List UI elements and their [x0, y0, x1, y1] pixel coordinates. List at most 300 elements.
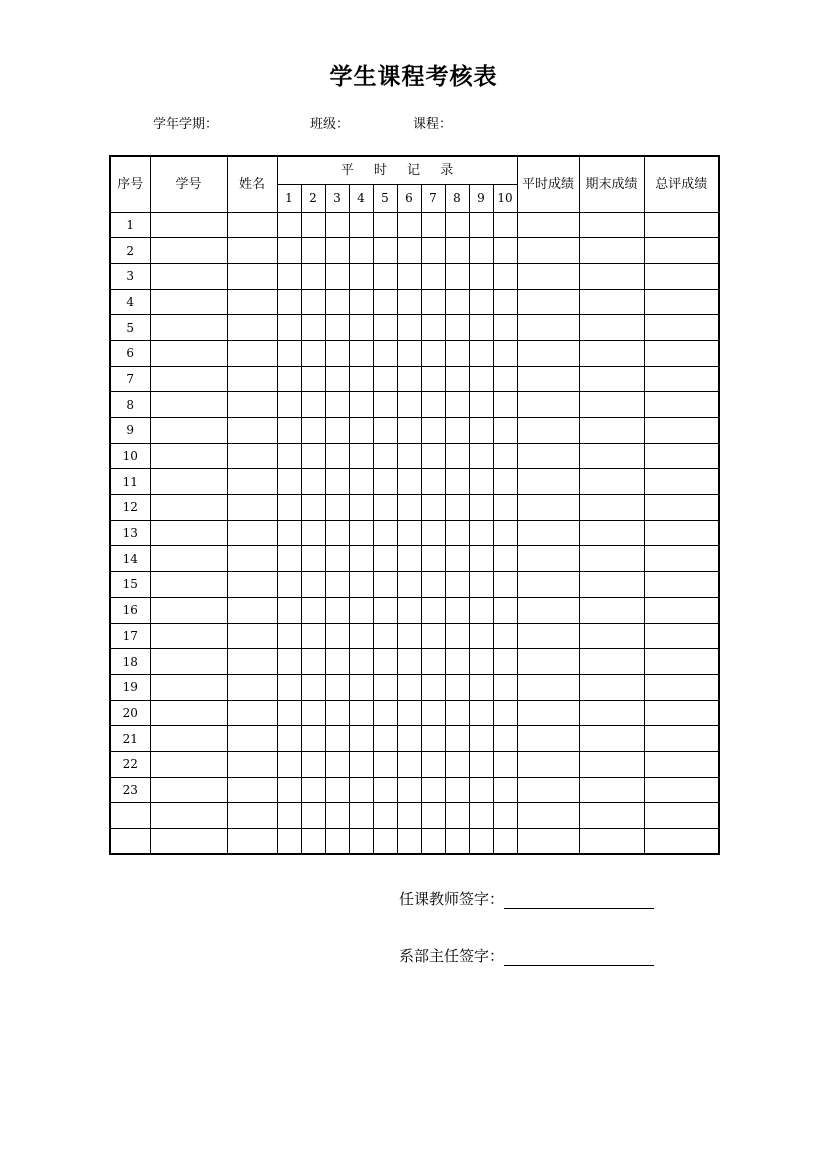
table-cell[interactable] — [579, 443, 644, 469]
table-cell[interactable] — [421, 392, 445, 418]
table-cell[interactable] — [373, 212, 397, 238]
table-cell[interactable] — [445, 674, 469, 700]
table-cell[interactable] — [579, 315, 644, 341]
table-cell[interactable] — [397, 726, 421, 752]
table-cell[interactable] — [517, 751, 579, 777]
table-cell[interactable] — [349, 340, 373, 366]
table-cell[interactable] — [325, 469, 349, 495]
table-cell[interactable] — [301, 829, 325, 855]
table-cell[interactable] — [421, 829, 445, 855]
table-cell[interactable] — [445, 238, 469, 264]
table-cell[interactable] — [421, 597, 445, 623]
table-cell[interactable] — [517, 777, 579, 803]
table-cell[interactable] — [493, 777, 517, 803]
table-cell[interactable] — [373, 443, 397, 469]
table-cell[interactable] — [445, 443, 469, 469]
table-cell[interactable] — [349, 366, 373, 392]
table-cell[interactable] — [150, 829, 227, 855]
table-cell[interactable] — [421, 700, 445, 726]
table-cell[interactable] — [349, 212, 373, 238]
table-cell[interactable] — [325, 674, 349, 700]
table-cell[interactable] — [579, 649, 644, 675]
table-cell[interactable] — [277, 674, 301, 700]
teacher-signature-line[interactable] — [504, 888, 654, 909]
table-cell[interactable] — [227, 674, 277, 700]
table-cell[interactable] — [517, 726, 579, 752]
table-cell[interactable] — [325, 546, 349, 572]
table-cell[interactable] — [397, 443, 421, 469]
table-cell[interactable] — [421, 418, 445, 444]
table-cell[interactable] — [325, 623, 349, 649]
table-cell[interactable] — [445, 546, 469, 572]
table-cell[interactable] — [421, 777, 445, 803]
table-cell[interactable] — [150, 623, 227, 649]
table-cell[interactable] — [517, 315, 579, 341]
table-cell[interactable] — [325, 315, 349, 341]
table-cell[interactable] — [421, 520, 445, 546]
table-cell[interactable] — [277, 366, 301, 392]
table-cell[interactable] — [445, 520, 469, 546]
table-cell[interactable] — [644, 469, 719, 495]
table-cell[interactable] — [644, 392, 719, 418]
table-cell[interactable] — [469, 495, 493, 521]
table-cell[interactable] — [469, 803, 493, 829]
table-cell[interactable] — [421, 546, 445, 572]
table-cell[interactable] — [493, 829, 517, 855]
table-cell[interactable] — [301, 212, 325, 238]
table-cell[interactable] — [373, 572, 397, 598]
table-cell[interactable] — [445, 469, 469, 495]
table-cell[interactable] — [325, 829, 349, 855]
table-cell[interactable] — [517, 366, 579, 392]
table-cell[interactable] — [579, 751, 644, 777]
table-cell[interactable] — [517, 674, 579, 700]
table-cell[interactable] — [469, 469, 493, 495]
table-cell[interactable] — [349, 572, 373, 598]
table-cell[interactable] — [150, 546, 227, 572]
table-cell[interactable] — [349, 649, 373, 675]
table-cell[interactable] — [493, 289, 517, 315]
table-cell[interactable] — [277, 495, 301, 521]
table-cell[interactable] — [445, 366, 469, 392]
table-cell[interactable] — [579, 238, 644, 264]
table-cell[interactable] — [469, 392, 493, 418]
table-cell[interactable] — [517, 289, 579, 315]
table-cell[interactable] — [325, 649, 349, 675]
table-cell[interactable] — [397, 597, 421, 623]
table-cell[interactable] — [301, 289, 325, 315]
table-cell[interactable] — [150, 520, 227, 546]
table-cell[interactable] — [579, 212, 644, 238]
table-cell[interactable] — [421, 495, 445, 521]
table-cell[interactable] — [325, 418, 349, 444]
table-cell[interactable] — [493, 803, 517, 829]
table-cell[interactable] — [445, 726, 469, 752]
table-cell[interactable] — [150, 340, 227, 366]
table-cell[interactable] — [373, 649, 397, 675]
table-cell[interactable] — [644, 238, 719, 264]
table-cell[interactable] — [373, 803, 397, 829]
table-cell[interactable] — [150, 674, 227, 700]
table-cell[interactable] — [373, 623, 397, 649]
table-cell[interactable] — [493, 649, 517, 675]
table-cell[interactable] — [227, 289, 277, 315]
table-cell[interactable] — [469, 418, 493, 444]
table-cell[interactable] — [644, 212, 719, 238]
table-cell[interactable] — [227, 597, 277, 623]
table-cell[interactable] — [349, 777, 373, 803]
table-cell[interactable] — [349, 392, 373, 418]
table-cell[interactable] — [644, 546, 719, 572]
table-cell[interactable] — [301, 263, 325, 289]
table-cell[interactable] — [227, 520, 277, 546]
table-cell[interactable] — [150, 366, 227, 392]
table-cell[interactable] — [421, 674, 445, 700]
table-cell[interactable] — [150, 597, 227, 623]
table-cell[interactable] — [469, 443, 493, 469]
table-cell[interactable] — [469, 340, 493, 366]
table-cell[interactable] — [277, 238, 301, 264]
table-cell[interactable] — [325, 366, 349, 392]
table-cell[interactable] — [227, 340, 277, 366]
table-cell[interactable] — [227, 366, 277, 392]
table-cell[interactable] — [227, 238, 277, 264]
table-cell[interactable] — [227, 649, 277, 675]
table-cell[interactable] — [150, 238, 227, 264]
table-cell[interactable] — [301, 597, 325, 623]
table-cell[interactable] — [277, 546, 301, 572]
table-cell[interactable] — [579, 726, 644, 752]
table-cell[interactable] — [644, 623, 719, 649]
table-cell[interactable] — [469, 649, 493, 675]
table-cell[interactable] — [397, 263, 421, 289]
table-cell[interactable] — [397, 751, 421, 777]
table-cell[interactable] — [325, 238, 349, 264]
table-cell[interactable] — [445, 751, 469, 777]
table-cell[interactable] — [373, 238, 397, 264]
table-cell[interactable] — [579, 777, 644, 803]
table-cell[interactable] — [227, 803, 277, 829]
table-cell[interactable] — [349, 315, 373, 341]
table-cell[interactable] — [397, 289, 421, 315]
table-cell[interactable] — [277, 649, 301, 675]
table-cell[interactable] — [517, 212, 579, 238]
table-cell[interactable] — [150, 495, 227, 521]
table-cell[interactable] — [579, 546, 644, 572]
table-cell[interactable] — [517, 597, 579, 623]
table-cell[interactable] — [227, 469, 277, 495]
table-cell[interactable] — [373, 366, 397, 392]
table-cell[interactable] — [397, 572, 421, 598]
table-cell[interactable] — [301, 803, 325, 829]
table-cell[interactable] — [277, 700, 301, 726]
table-cell[interactable] — [349, 546, 373, 572]
table-cell[interactable] — [150, 443, 227, 469]
table-cell[interactable] — [469, 263, 493, 289]
table-cell[interactable] — [397, 520, 421, 546]
table-cell[interactable] — [373, 700, 397, 726]
table-cell[interactable] — [644, 674, 719, 700]
table-cell[interactable] — [150, 212, 227, 238]
table-cell[interactable] — [469, 289, 493, 315]
table-cell[interactable] — [325, 572, 349, 598]
table-cell[interactable] — [644, 495, 719, 521]
table-cell[interactable] — [277, 803, 301, 829]
table-cell[interactable] — [227, 315, 277, 341]
table-cell[interactable] — [579, 803, 644, 829]
table-cell[interactable] — [301, 649, 325, 675]
table-cell[interactable] — [644, 649, 719, 675]
table-cell[interactable] — [493, 418, 517, 444]
table-cell[interactable] — [493, 315, 517, 341]
table-cell[interactable] — [493, 572, 517, 598]
table-cell[interactable] — [493, 597, 517, 623]
table-cell[interactable] — [397, 469, 421, 495]
table-cell[interactable] — [277, 726, 301, 752]
table-cell[interactable] — [517, 572, 579, 598]
table-cell[interactable] — [397, 315, 421, 341]
table-cell[interactable] — [373, 751, 397, 777]
table-cell[interactable] — [493, 443, 517, 469]
table-cell[interactable] — [277, 751, 301, 777]
table-cell[interactable] — [644, 418, 719, 444]
table-cell[interactable] — [644, 751, 719, 777]
table-cell[interactable] — [373, 418, 397, 444]
table-cell[interactable] — [579, 289, 644, 315]
table-cell[interactable] — [349, 443, 373, 469]
table-cell[interactable] — [493, 751, 517, 777]
table-cell[interactable] — [325, 803, 349, 829]
table-cell[interactable] — [150, 572, 227, 598]
table-cell[interactable] — [644, 572, 719, 598]
table-cell[interactable] — [469, 777, 493, 803]
table-cell[interactable] — [150, 289, 227, 315]
table-cell[interactable] — [493, 495, 517, 521]
dept-head-signature-line[interactable] — [504, 945, 654, 966]
table-cell[interactable] — [349, 700, 373, 726]
table-cell[interactable] — [325, 726, 349, 752]
table-cell[interactable] — [277, 777, 301, 803]
table-cell[interactable] — [349, 520, 373, 546]
table-cell[interactable] — [349, 674, 373, 700]
table-cell[interactable] — [421, 649, 445, 675]
table-cell[interactable] — [421, 212, 445, 238]
table-cell[interactable] — [469, 623, 493, 649]
table-cell[interactable] — [349, 469, 373, 495]
table-cell[interactable] — [301, 623, 325, 649]
table-cell[interactable] — [469, 520, 493, 546]
table-cell[interactable] — [325, 597, 349, 623]
table-cell[interactable] — [644, 700, 719, 726]
table-cell[interactable] — [469, 366, 493, 392]
table-cell[interactable] — [493, 238, 517, 264]
table-cell[interactable] — [469, 597, 493, 623]
table-cell[interactable] — [373, 469, 397, 495]
table-cell[interactable] — [150, 751, 227, 777]
table-cell[interactable] — [325, 495, 349, 521]
table-cell[interactable] — [445, 340, 469, 366]
table-cell[interactable] — [277, 520, 301, 546]
table-cell[interactable] — [644, 315, 719, 341]
table-cell[interactable] — [301, 726, 325, 752]
table-cell[interactable] — [373, 829, 397, 855]
table-cell[interactable] — [301, 572, 325, 598]
table-cell[interactable] — [349, 238, 373, 264]
table-cell[interactable] — [349, 803, 373, 829]
table-cell[interactable] — [469, 751, 493, 777]
table-cell[interactable] — [644, 520, 719, 546]
table-cell[interactable] — [469, 546, 493, 572]
table-cell[interactable] — [517, 340, 579, 366]
table-cell[interactable] — [373, 674, 397, 700]
table-cell[interactable] — [644, 443, 719, 469]
table-cell[interactable] — [227, 212, 277, 238]
table-cell[interactable] — [493, 212, 517, 238]
table-cell[interactable] — [150, 777, 227, 803]
table-cell[interactable] — [301, 392, 325, 418]
table-cell[interactable] — [421, 366, 445, 392]
table-cell[interactable] — [493, 366, 517, 392]
table-cell[interactable] — [301, 751, 325, 777]
table-cell[interactable] — [373, 726, 397, 752]
table-cell[interactable] — [469, 700, 493, 726]
table-cell[interactable] — [397, 495, 421, 521]
table-cell[interactable] — [349, 751, 373, 777]
table-cell[interactable] — [579, 623, 644, 649]
table-cell[interactable] — [644, 777, 719, 803]
table-cell[interactable] — [373, 315, 397, 341]
table-cell[interactable] — [277, 212, 301, 238]
table-cell[interactable] — [445, 572, 469, 598]
table-cell[interactable] — [445, 623, 469, 649]
table-cell[interactable] — [227, 443, 277, 469]
table-cell[interactable] — [325, 443, 349, 469]
table-cell[interactable] — [397, 366, 421, 392]
table-cell[interactable] — [421, 315, 445, 341]
table-cell[interactable] — [469, 238, 493, 264]
table-cell[interactable] — [227, 495, 277, 521]
table-cell[interactable] — [517, 803, 579, 829]
table-cell[interactable] — [373, 495, 397, 521]
table-cell[interactable] — [301, 777, 325, 803]
table-cell[interactable] — [517, 520, 579, 546]
table-cell[interactable] — [445, 315, 469, 341]
table-cell[interactable] — [277, 289, 301, 315]
table-cell[interactable] — [397, 340, 421, 366]
table-cell[interactable] — [445, 392, 469, 418]
table-cell[interactable] — [579, 597, 644, 623]
table-cell[interactable] — [579, 340, 644, 366]
table-cell[interactable] — [227, 829, 277, 855]
table-cell[interactable] — [277, 829, 301, 855]
table-cell[interactable] — [469, 829, 493, 855]
table-cell[interactable] — [397, 829, 421, 855]
table-cell[interactable] — [517, 392, 579, 418]
table-cell[interactable] — [445, 700, 469, 726]
table-cell[interactable] — [644, 726, 719, 752]
table-cell[interactable] — [301, 418, 325, 444]
table-cell[interactable] — [373, 340, 397, 366]
table-cell[interactable] — [517, 546, 579, 572]
table-cell[interactable] — [373, 392, 397, 418]
table-cell[interactable] — [445, 777, 469, 803]
table-cell[interactable] — [517, 829, 579, 855]
table-cell[interactable] — [421, 572, 445, 598]
table-cell[interactable] — [349, 418, 373, 444]
table-cell[interactable] — [301, 700, 325, 726]
table-cell[interactable] — [421, 751, 445, 777]
table-cell[interactable] — [150, 315, 227, 341]
table-cell[interactable] — [349, 289, 373, 315]
table-cell[interactable] — [150, 418, 227, 444]
table-cell[interactable] — [325, 751, 349, 777]
table-cell[interactable] — [277, 263, 301, 289]
table-cell[interactable] — [579, 392, 644, 418]
table-cell[interactable] — [644, 829, 719, 855]
table-cell[interactable] — [325, 777, 349, 803]
table-cell[interactable] — [517, 623, 579, 649]
table-cell[interactable] — [325, 289, 349, 315]
table-cell[interactable] — [227, 418, 277, 444]
table-cell[interactable] — [493, 700, 517, 726]
table-cell[interactable] — [301, 443, 325, 469]
table-cell[interactable] — [644, 366, 719, 392]
table-cell[interactable] — [517, 443, 579, 469]
table-cell[interactable] — [349, 495, 373, 521]
table-cell[interactable] — [421, 726, 445, 752]
table-cell[interactable] — [421, 803, 445, 829]
table-cell[interactable] — [579, 495, 644, 521]
table-cell[interactable] — [150, 469, 227, 495]
table-cell[interactable] — [517, 495, 579, 521]
table-cell[interactable] — [644, 340, 719, 366]
table-cell[interactable] — [493, 392, 517, 418]
table-cell[interactable] — [579, 366, 644, 392]
table-cell[interactable] — [349, 623, 373, 649]
table-cell[interactable] — [517, 469, 579, 495]
table-cell[interactable] — [579, 674, 644, 700]
table-cell[interactable] — [517, 418, 579, 444]
table-cell[interactable] — [325, 392, 349, 418]
table-cell[interactable] — [373, 546, 397, 572]
table-cell[interactable] — [150, 392, 227, 418]
table-cell[interactable] — [469, 726, 493, 752]
table-cell[interactable] — [227, 726, 277, 752]
table-cell[interactable] — [579, 469, 644, 495]
table-cell[interactable] — [421, 289, 445, 315]
table-cell[interactable] — [325, 263, 349, 289]
table-cell[interactable] — [421, 238, 445, 264]
table-cell[interactable] — [445, 289, 469, 315]
table-cell[interactable] — [397, 546, 421, 572]
table-cell[interactable] — [301, 315, 325, 341]
table-cell[interactable] — [517, 700, 579, 726]
table-cell[interactable] — [373, 520, 397, 546]
table-cell[interactable] — [373, 777, 397, 803]
table-cell[interactable] — [445, 649, 469, 675]
table-cell[interactable] — [397, 623, 421, 649]
table-cell[interactable] — [301, 546, 325, 572]
table-cell[interactable] — [325, 520, 349, 546]
table-cell[interactable] — [644, 803, 719, 829]
table-cell[interactable] — [277, 597, 301, 623]
table-cell[interactable] — [349, 829, 373, 855]
table-cell[interactable] — [301, 674, 325, 700]
table-cell[interactable] — [277, 418, 301, 444]
table-cell[interactable] — [469, 315, 493, 341]
table-cell[interactable] — [397, 418, 421, 444]
table-cell[interactable] — [421, 469, 445, 495]
